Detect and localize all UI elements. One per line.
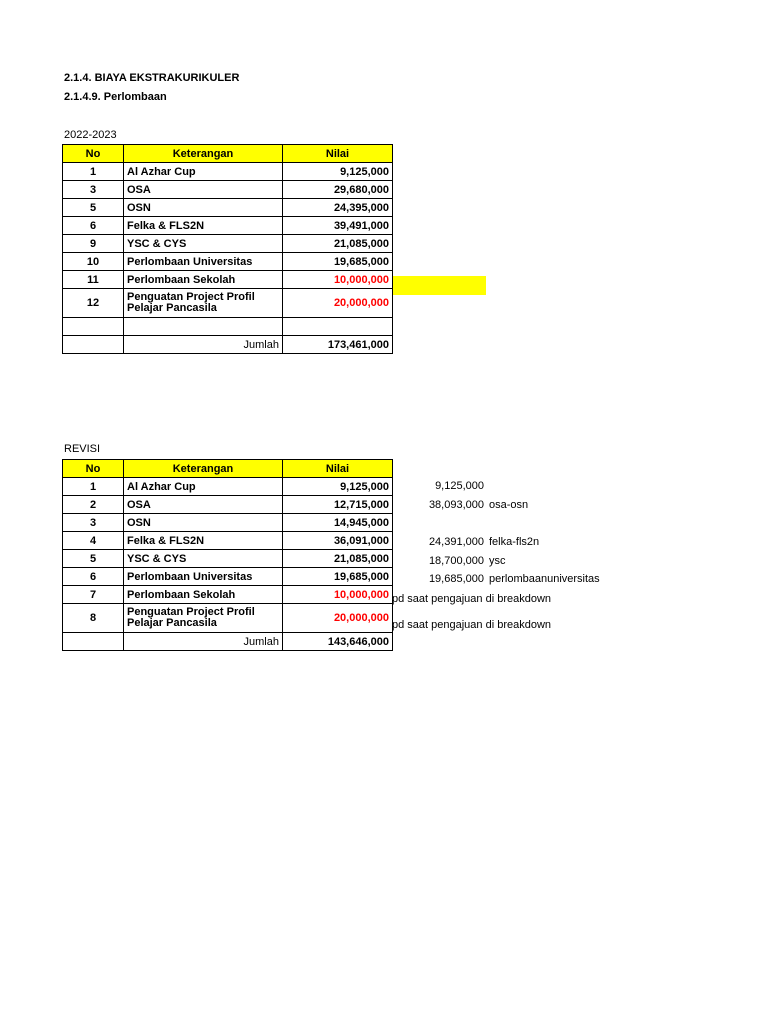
highlight-cell xyxy=(393,276,486,295)
cell-nilai: 24,395,000 xyxy=(283,199,393,217)
table-row xyxy=(63,181,393,199)
table2-caption: REVISI xyxy=(64,443,101,455)
cell-empty xyxy=(283,318,393,336)
cell-nilai: 36,091,000 xyxy=(283,532,393,550)
breakdown-note: pd saat pengajuan di breakdown xyxy=(392,593,552,605)
cell-keterangan: Perlombaan Universitas xyxy=(124,253,283,271)
cell-nilai: 21,085,000 xyxy=(283,235,393,253)
side-note-value: 38,093,000 xyxy=(428,499,484,511)
cell-nilai-highlighted: 10,000,000 xyxy=(283,271,393,289)
header-no: No xyxy=(63,460,124,478)
side-note-value: 19,685,000 xyxy=(428,573,484,585)
table-header-row xyxy=(63,460,393,478)
cell-no: 6 xyxy=(63,568,124,586)
table-row xyxy=(63,289,393,318)
cell-nilai: 19,685,000 xyxy=(283,253,393,271)
side-note-label: ysc xyxy=(489,555,506,567)
cell-nilai: 19,685,000 xyxy=(283,568,393,586)
section-heading: 2.1.4. BIAYA EKSTRAKURIKULER xyxy=(64,72,240,84)
table-empty-row xyxy=(63,318,393,336)
cell-no: 4 xyxy=(63,532,124,550)
cell-nilai: 14,945,000 xyxy=(283,514,393,532)
cell-nilai: 29,680,000 xyxy=(283,181,393,199)
cell-keterangan: Penguatan Project Profil Pelajar Pancasila xyxy=(124,604,283,633)
breakdown-note: pd saat pengajuan di breakdown xyxy=(392,619,552,631)
side-note-label: osa-osn xyxy=(489,499,529,511)
header-no: No xyxy=(63,145,124,163)
cell-keterangan: OSN xyxy=(124,199,283,217)
side-note-value: 18,700,000 xyxy=(428,555,484,567)
cell-nilai: 9,125,000 xyxy=(283,478,393,496)
cell-keterangan: YSC & CYS xyxy=(124,550,283,568)
cell-nilai: 9,125,000 xyxy=(283,163,393,181)
cell-no: 1 xyxy=(63,478,124,496)
cell-nilai-highlighted: 20,000,000 xyxy=(283,289,393,318)
cell-keterangan: Penguatan Project Profil Pelajar Pancasila xyxy=(124,289,283,318)
table-header-row xyxy=(63,145,393,163)
cell-no: 5 xyxy=(63,199,124,217)
table1-caption: 2022-2023 xyxy=(64,129,117,141)
cell-no: 5 xyxy=(63,550,124,568)
table-row xyxy=(63,163,393,181)
cell-keterangan: OSA xyxy=(124,496,283,514)
cell-no: 3 xyxy=(63,514,124,532)
side-note-value: 24,391,000 xyxy=(428,536,484,548)
cell-no: 12 xyxy=(63,289,124,318)
table-row xyxy=(63,604,393,633)
total-value: 173,461,000 xyxy=(283,336,393,354)
subsection-heading: 2.1.4.9. Perlombaan xyxy=(64,91,167,103)
header-nilai: Nilai xyxy=(283,460,393,478)
table-revisi xyxy=(62,459,393,651)
cell-nilai: 39,491,000 xyxy=(283,217,393,235)
table-row xyxy=(63,217,393,235)
total-label: Jumlah xyxy=(124,336,283,354)
table-row xyxy=(63,532,393,550)
table-row xyxy=(63,550,393,568)
table-row xyxy=(63,514,393,532)
cell-keterangan: Al Azhar Cup xyxy=(124,163,283,181)
cell-keterangan: YSC & CYS xyxy=(124,235,283,253)
table-row xyxy=(63,271,393,289)
cell-no: 6 xyxy=(63,217,124,235)
cell-keterangan: OSN xyxy=(124,514,283,532)
cell-keterangan: Perlombaan Sekolah xyxy=(124,271,283,289)
cell-keterangan: Perlombaan Sekolah xyxy=(124,586,283,604)
header-keterangan: Keterangan xyxy=(124,145,283,163)
cell-no: 11 xyxy=(63,271,124,289)
header-keterangan: Keterangan xyxy=(124,460,283,478)
table-row xyxy=(63,478,393,496)
cell-no: 1 xyxy=(63,163,124,181)
cell-no: 2 xyxy=(63,496,124,514)
cell-nilai: 21,085,000 xyxy=(283,550,393,568)
cell-no: 9 xyxy=(63,235,124,253)
cell-keterangan: Felka & FLS2N xyxy=(124,217,283,235)
table-total-row xyxy=(63,633,393,651)
cell-keterangan: Felka & FLS2N xyxy=(124,532,283,550)
table-row xyxy=(63,568,393,586)
table-2022-2023 xyxy=(62,144,393,354)
cell-no: 3 xyxy=(63,181,124,199)
cell-empty xyxy=(63,318,124,336)
side-note-value: 9,125,000 xyxy=(435,480,484,492)
cell-nilai: 12,715,000 xyxy=(283,496,393,514)
total-label: Jumlah xyxy=(124,633,283,651)
cell-empty xyxy=(124,318,283,336)
table-total-row xyxy=(63,336,393,354)
cell-no: 7 xyxy=(63,586,124,604)
side-note-label: felka-fls2n xyxy=(489,536,540,548)
cell-keterangan: Perlombaan Universitas xyxy=(124,568,283,586)
table-row xyxy=(63,253,393,271)
cell-nilai-highlighted: 20,000,000 xyxy=(283,604,393,633)
cell-keterangan: Al Azhar Cup xyxy=(124,478,283,496)
table-row xyxy=(63,235,393,253)
header-nilai: Nilai xyxy=(283,145,393,163)
table-row xyxy=(63,199,393,217)
cell-keterangan: OSA xyxy=(124,181,283,199)
side-note-label: perlombaanuniversitas xyxy=(489,573,600,585)
cell-no: 10 xyxy=(63,253,124,271)
cell-empty xyxy=(63,633,124,651)
table-row xyxy=(63,496,393,514)
cell-no: 8 xyxy=(63,604,124,633)
cell-empty xyxy=(63,336,124,354)
cell-nilai-highlighted: 10,000,000 xyxy=(283,586,393,604)
table-row xyxy=(63,586,393,604)
total-value: 143,646,000 xyxy=(283,633,393,651)
